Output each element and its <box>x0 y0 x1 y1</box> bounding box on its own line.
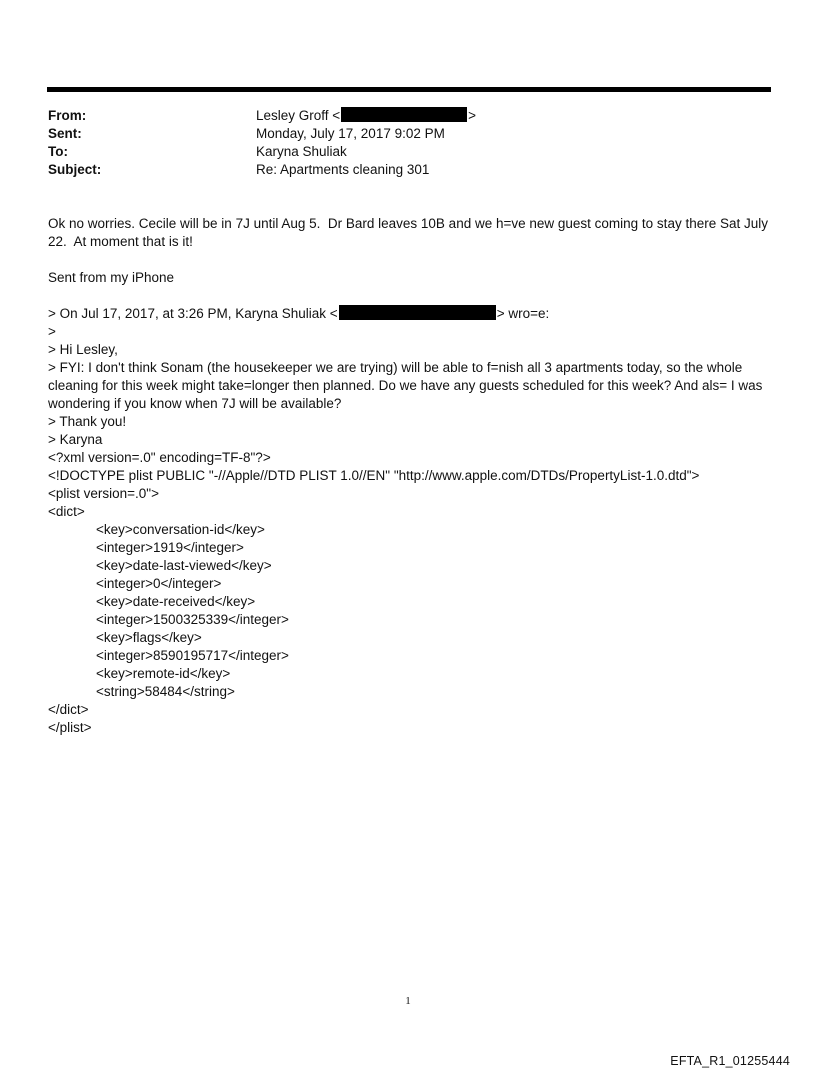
plist-line: <!DOCTYPE plist PUBLIC "-//Apple//DTD PLIST 1.0//EN" "http://www.apple.com/DTDs/PropertyList-1.0.dtd"> <box>48 468 700 483</box>
signature-line: Sent from my iPhone <box>48 270 175 285</box>
quote-line: cleaning for this week might take=longer then planned. Do we have any guests scheduled for this week? And als= I was <box>48 378 763 393</box>
plist-entry: <integer>1919</integer> <box>96 540 244 555</box>
from-name: Lesley Groff < <box>256 108 341 123</box>
plist-line: <dict> <box>48 504 85 519</box>
quote-line: > <box>48 324 56 339</box>
plist-line: <plist version=.0"> <box>48 486 159 501</box>
plist-entry: <integer>0</integer> <box>96 576 222 591</box>
to-label: To: <box>48 144 68 159</box>
quote-line: wondering if you know when 7J will be available? <box>48 396 342 411</box>
plist-line: </plist> <box>48 720 92 735</box>
header-rule <box>47 87 771 92</box>
plist-entry: <key>flags</key> <box>96 630 202 645</box>
quote-intro-suffix: > wro=e: <box>496 306 550 321</box>
email-header <box>48 107 768 179</box>
subject-row <box>48 161 768 179</box>
subject-label: Subject: <box>48 162 102 177</box>
to-row <box>48 143 768 161</box>
quote-line: > FYI: I don't think Sonam (the housekeeper we are trying) will be able to f=nish all 3 apartments today, so the whole <box>48 360 743 375</box>
subject-value: Re: Apartments cleaning 301 <box>256 162 430 177</box>
document-id: EFTA_R1_01255444 <box>670 1054 790 1068</box>
plist-entry: <key>date-last-viewed</key> <box>96 558 272 573</box>
sent-value: Monday, July 17, 2017 9:02 PM <box>256 126 445 141</box>
plist-entry: <integer>8590195717</integer> <box>96 648 289 663</box>
from-row <box>48 107 768 125</box>
reply-line: Ok no worries. Cecile will be in 7J until Aug 5. Dr Bard leaves 10B and we h=ve new guest coming to stay there Sat July <box>48 216 768 231</box>
sent-row <box>48 125 768 143</box>
page-number: 1 <box>405 995 411 1007</box>
plist-entry: <key>conversation-id</key> <box>96 522 265 537</box>
from-label: From: <box>48 108 87 123</box>
quote-intro-text: > On Jul 17, 2017, at 3:26 PM, Karyna Shuliak < <box>48 306 338 321</box>
plist-line: <?xml version=.0" encoding=TF-8"?> <box>48 450 271 465</box>
plist-entry: <string>58484</string> <box>96 684 235 699</box>
quote-line: > Karyna <box>48 432 103 447</box>
quote-intro-line <box>48 305 768 323</box>
redacted-email-box <box>339 305 496 320</box>
quote-line: > Thank you! <box>48 414 127 429</box>
quote-line: > Hi Lesley, <box>48 342 118 357</box>
sent-label: Sent: <box>48 126 82 141</box>
from-close-bracket: > <box>468 108 477 123</box>
plist-entry: <key>remote-id</key> <box>96 666 231 681</box>
to-value: Karyna Shuliak <box>256 144 347 159</box>
signature-paragraph <box>48 269 768 287</box>
reply-line: 22. At moment that is it! <box>48 234 193 249</box>
plist-entry: <integer>1500325339</integer> <box>96 612 289 627</box>
redacted-email-box <box>341 107 467 122</box>
from-value <box>256 107 768 125</box>
reply-paragraph <box>48 215 768 251</box>
quoted-message <box>48 305 768 449</box>
plist-entry: <key>date-received</key> <box>96 594 256 609</box>
email-body <box>48 215 768 737</box>
plist-line: </dict> <box>48 702 89 717</box>
plist-block <box>48 449 768 737</box>
